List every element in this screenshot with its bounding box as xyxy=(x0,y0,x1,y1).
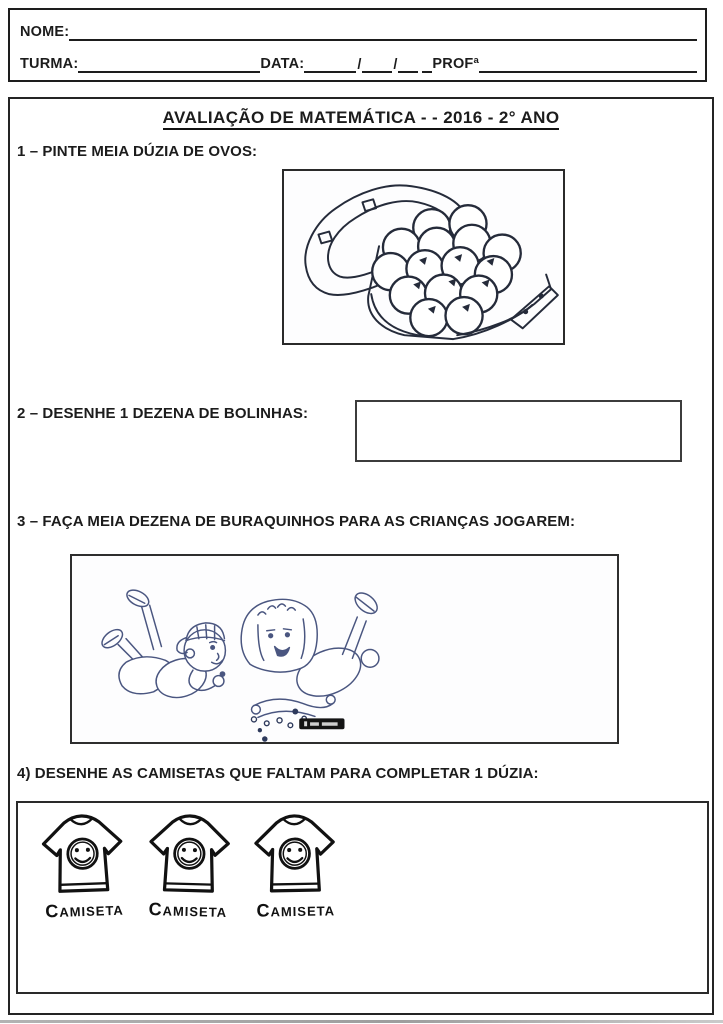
kids-illustration-box xyxy=(70,554,619,744)
answer-box-q2 xyxy=(355,400,682,462)
question-3-text: 3 – FAÇA MEIA DEZENA DE BURAQUINHOS PARA AS CRIANÇAS JOGAREM: xyxy=(17,513,576,530)
turma-data-prof-row xyxy=(20,56,697,73)
nome-fill-line xyxy=(69,24,697,41)
tshirts-box xyxy=(16,801,709,994)
student-info-box xyxy=(8,8,707,82)
data-day-line xyxy=(304,56,356,73)
camiseta-label: CAMISETA xyxy=(148,898,228,921)
question-2-text: 2 – DESENHE 1 DEZENA DE BOLINHAS: xyxy=(17,405,309,422)
tshirt-smiley-icon xyxy=(35,811,130,899)
worksheet-body-box xyxy=(8,97,714,1015)
egg-carton-drawing xyxy=(284,171,563,343)
gap-line xyxy=(422,56,432,73)
nome-row xyxy=(20,24,697,41)
tshirt-figure xyxy=(245,812,345,922)
prof-fill-line xyxy=(479,56,697,73)
data-label: DATA: xyxy=(260,56,305,72)
nome-label: NOME: xyxy=(20,24,70,40)
data-year-line xyxy=(398,56,418,73)
turma-label: TURMA: xyxy=(20,56,79,72)
question-4-text: 4) DESENHE AS CAMISETAS QUE FALTAM PARA COMPLETAR 1 DÚZIA: xyxy=(17,765,539,782)
camiseta-label: CAMISETA xyxy=(44,900,125,922)
camiseta-label: CAMISETA xyxy=(256,900,336,921)
data-month-line xyxy=(362,56,392,73)
tshirt-smiley-icon xyxy=(142,812,236,899)
date-slash: / xyxy=(357,57,362,73)
prof-label: PROFª xyxy=(432,56,480,72)
tshirt-figure xyxy=(139,812,240,923)
publisher-watermark xyxy=(299,718,344,729)
turma-fill-line xyxy=(78,56,260,73)
tshirts-row xyxy=(18,803,707,921)
tshirt-figure xyxy=(32,811,134,922)
children-playing-marbles-drawing xyxy=(72,556,617,742)
date-slash: / xyxy=(393,57,398,73)
worksheet-title: AVALIAÇÃO DE MATEMÁTICA - - 2016 - 2° ANO xyxy=(10,108,712,128)
scan-edge-artifact xyxy=(0,1020,723,1023)
egg-carton-box xyxy=(282,169,565,345)
question-1-text: 1 – PINTE MEIA DÚZIA DE OVOS: xyxy=(17,143,258,160)
tshirt-smiley-icon xyxy=(248,812,341,899)
